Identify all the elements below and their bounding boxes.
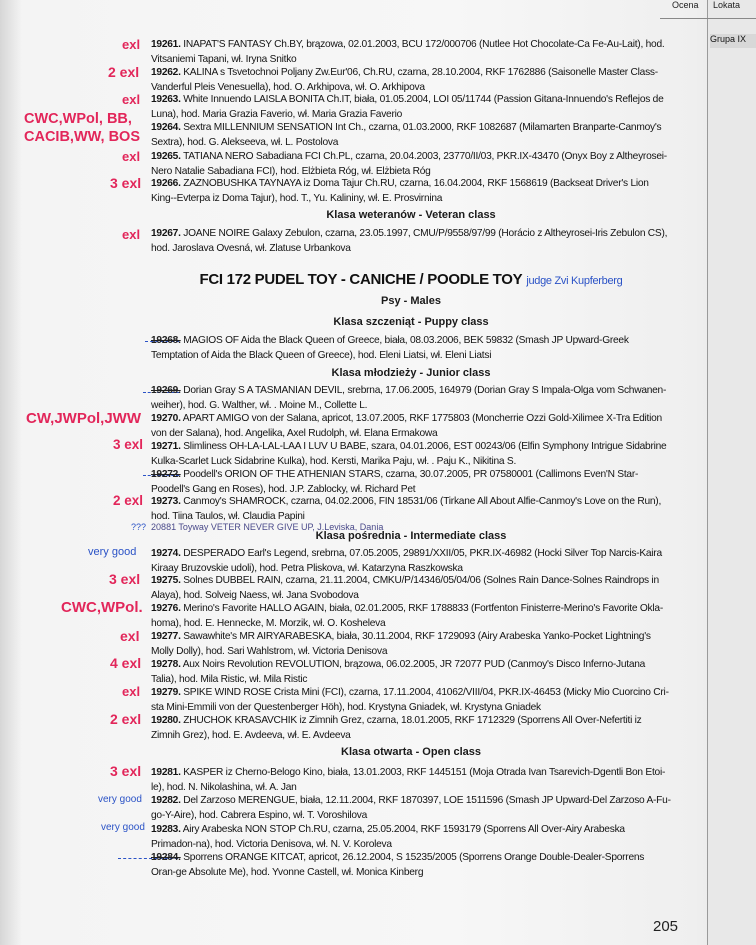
entry-text: Dorian Gray S A TASMANIAN DEVIL, srebrna, 17.06.2005, 164979 (Dorian Gray S Impala-Olga vom Schwanen-weiher), hod. G. Walther, wł. . Moine M., Collette L. (151, 385, 667, 411)
entry-row (151, 149, 671, 179)
class-heading: Klasa weteranów - Veteran class (326, 209, 496, 221)
entry-number: 19268. (151, 335, 181, 346)
entry-row (151, 333, 671, 363)
entry-number: 19265. (151, 151, 181, 162)
entry-row (151, 65, 671, 95)
result-mark: very good (98, 794, 142, 805)
award-mark: CWC,WPol, BB, CACIB,WW, BOS (24, 111, 140, 145)
entry-row (151, 546, 671, 576)
entry-number: 19270. (151, 413, 181, 424)
entry-row (151, 765, 671, 795)
entry-number: 19264. (151, 122, 181, 133)
entry-row (151, 411, 671, 441)
ranking-column (707, 0, 756, 945)
note-mark: ??? (131, 522, 147, 532)
class-heading: Klasa szczeniąt - Puppy class (333, 316, 489, 328)
ocena-header: Ocena (672, 0, 699, 10)
entry-row (151, 383, 671, 413)
result-mark: 2 exl (108, 64, 140, 80)
entry-number: 19262. (151, 67, 181, 78)
note-text: 20881 Toyway VETER NEVER GIVE UP, J.Leviska, Dania (151, 522, 384, 532)
entry-text: Del Zarzoso MERENGUE, biała, 12.11.2004, RKF 1870397, LOE 1511596 (Smash JP Upward-Del Zarzoso A-Fu-go-Y-Aire), hod. Cabrera Espino, wł. T. Voroshilova (151, 795, 671, 821)
entry-row (151, 467, 671, 497)
result-mark: 4 exl (110, 655, 142, 671)
entry-row (151, 685, 671, 715)
entry-number: 19267. (151, 228, 181, 239)
entry-text: JOANE NOIRE Galaxy Zebulon, czarna, 23.05.1997, CMU/P/9558/97/99 (Horácio z Altheyrosei-Iris Zebulon CS), hod. Jaroslava Ovesná, wł. Zlatuse Urbankova (151, 228, 668, 254)
entry-row (151, 226, 671, 256)
entry-text: ZHUCHOK KRASAVCHIK iz Zimnih Grez, czarna, 18.01.2005, RKF 1712329 (Sporrens All Over-Nefertiti iz Zimnih Grez), hod. E. Avdeeva, wł. E. Avdeeva (151, 715, 642, 741)
entry-row (151, 713, 671, 743)
entry-row (151, 850, 671, 880)
entry-number: 19269. (151, 385, 181, 396)
entry-row (151, 601, 671, 631)
entry-text: SPIKE WIND ROSE Crista Mini (FCI), czarna, 17.11.2004, 41062/VIII/04, PKR.IX-46453 (Micky Mio Cuorcino Cri-sta Mini-Emmili von der Questenberger Höh), hod. Krystyna Gniadek, wł. Krystyna Gniadek (151, 687, 669, 713)
entry-number: 19271. (151, 441, 181, 452)
class-heading: Klasa pośrednia - Intermediate class (315, 530, 507, 542)
entry-number: 19281. (151, 767, 181, 778)
entry-number: 19282. (151, 795, 181, 806)
entry-row (151, 120, 671, 150)
entry-text: Aux Noirs Revolution REVOLUTION, brązowa, 06.02.2005, JR 72077 PUD (Canmoy's Disco Inferno-Jutana Talia), hod. Mila Ristic, wł. Mila Ristic (151, 659, 646, 685)
result-mark: 3 exl (113, 437, 144, 452)
result-mark: exl (122, 149, 141, 164)
entry-row (151, 494, 671, 524)
entry-number: 19275. (151, 575, 181, 586)
entry-row (151, 176, 671, 206)
award-mark: CW,JWPol,JWW (26, 410, 141, 427)
entry-text: Sextra MILLENNIUM SENSATION Int Ch., czarna, 01.03.2000, RKF 1082687 (Milamarten Branparte-Canmoy's Sextra), hod. G. Alekseeva, wł. L. Postolova (151, 122, 662, 148)
entry-row (151, 92, 671, 122)
entry-text: APART AMIGO von der Salana, apricot, 13.07.2005, RKF 1775803 (Moncherrie Ozzi Gold-Xilimee X-Tra Edition von der Salana), hod. Angelika, Axel Rudolph, wł. Elana Ermakowa (151, 413, 662, 439)
entry-number: 19283. (151, 824, 181, 835)
entry-text: Solnes DUBBEL RAIN, czarna, 21.11.2004, CMKU/P/14346/05/04/06 (Solnes Rain Dance-Solnes Raindrops in Alaya), hod. Solveig Naess, wł. Jana Svobodova (151, 575, 659, 601)
entry-text: Sporrens ORANGE KITCAT, apricot, 26.12.2004, S 15235/2005 (Sporrens Orange Double-Dealer-Sporrens Oran-ge Absolute Me), hod. Yvonne Castell, wł. Monica Kinberg (151, 852, 645, 878)
entry-text: TATIANA NERO Sabadiana FCI Ch.PL, czarna, 20.04.2003, 23770/II/03, PKR.IX-43470 (Onyx Boy z Altheyrosei-Nero Natalie Sabadiana FCI), hod. Elżbieta Róg, wł. Elżbieta Róg (151, 151, 667, 177)
entry-number: 19284. (151, 852, 181, 863)
entry-row (151, 793, 671, 823)
entry-text: Poodell's ORION OF THE ATHENIAN STARS, czarna, 30.07.2005, PR 07580001 (Callimons Even'N Star-Poodell's Gang en Roses), hod. J.P. Zablocky, wł. Richard Pet (151, 469, 639, 495)
entry-text: KALINA s Tsvetochnoi Poljany Zw.Eur'06, Ch.RU, czarna, 28.10.2004, RKF 1762886 (Saisonelle Master Class-Vanderful Pleis Venesuella), hod. O. Arkhipova, wł. O. Arkhipova (151, 67, 658, 93)
entry-text: Sawawhite's MR AIRYARABESKA, biała, 30.11.2004, RKF 1729093 (Airy Arabeska Yanko-Pocket Lightning's Molly Dolly), hod. Sari Wahlstrom, wł. Victoria Denisova (151, 631, 651, 657)
entry-text: KASPER iz Cherno-Belogo Kino, biała, 13.01.2003, RKF 1445151 (Moja Otrada Ivan Tsarevich-Dgentli Bon Etoi-le), hod. N. Nikolashina, wł. A. Jan (151, 767, 666, 793)
entry-number: 19277. (151, 631, 181, 642)
entry-text: Canmoy's SHAMROCK, czarna, 04.02.2006, FIN 18531/06 (Tirkane All About Alfie-Canmoy's Love on the Run), hod. Tiina Taulos, wł. Claudia Papini (151, 496, 662, 522)
result-mark: 3 exl (109, 571, 141, 587)
entry-number: 19276. (151, 603, 181, 614)
result-mark: 2 exl (113, 493, 144, 508)
entry-text: MAGIOS OF Aida the Black Queen of Greece, biała, 08.03.2006, BEK 59832 (Smash JP Upward-Greek Temptation of Aida the Black Queen of Greece), hod. Eleni Liatsi, wł. Eleni Liatsi (151, 335, 629, 361)
entry-number: 19263. (151, 94, 181, 105)
class-heading: Klasa młodzieży - Junior class (331, 367, 491, 379)
entry-text: INAPAT'S FANTASY Ch.BY, brązowa, 02.01.2003, BCU 172/000706 (Nutlee Hot Chocolate-Ca Fe-Au-Lait), hod. Vitsaniemi Tapani, wł. Iryna Snitko (151, 39, 665, 65)
result-mark: 3 exl (110, 763, 142, 779)
judge-note: judge Zvi Kupferberg (526, 275, 623, 287)
entry-row (151, 822, 671, 852)
result-mark: exl (122, 227, 141, 242)
lokata-header: Lokata (713, 0, 741, 10)
breed-heading (151, 271, 671, 288)
result-mark: exl (122, 37, 141, 52)
entry-row (151, 573, 671, 603)
entry-number: 19279. (151, 687, 181, 698)
entry-text: Merino's Favorite HALLO AGAIN, biała, 02.01.2005, RKF 1788833 (Fortfenton Finisterre-Merino's Favorite Okla-homa), hod. E. Hennecke, M. Morzik, wł. O. Kosheleva (151, 603, 663, 629)
entry-number: 19261. (151, 39, 181, 50)
entry-number: 19280. (151, 715, 181, 726)
header-divider (660, 18, 756, 19)
entry-number: 19273. (151, 496, 181, 507)
entry-text: DESPERADO Earl's Legend, srebrna, 07.05.2005, 29891/XXII/05, PKR.IX-46982 (Hocki Silver Top Narcis-Kaira Kiraay Bruzovskie udoli), hod. Petra Pliskova, wł. Katarzyna Raszkowska (151, 548, 662, 574)
result-mark: 3 exl (110, 175, 142, 191)
entry-number: 19278. (151, 659, 181, 670)
entry-number: 19272. (151, 469, 181, 480)
page-shadow (0, 0, 22, 945)
result-mark: 2 exl (110, 711, 142, 727)
entry-row (151, 439, 671, 469)
entry-number: 19274. (151, 548, 181, 559)
result-mark: very good (101, 822, 145, 833)
result-mark: exl (122, 684, 141, 699)
entry-text: Slimliness OH-LA-LAL-LAA I LUV U BABE, szara, 04.01.2006, EST 00243/06 (Elfin Symphony Intrigue Sidabrine Kulka-Scarlet Luck Sidabrine Kulka), hod. Kersti, Marika Paju, wł. . Paju K., Nikitina S. (151, 441, 667, 467)
class-heading: Klasa otwarta - Open class (341, 746, 481, 758)
entry-row (151, 37, 671, 67)
entry-text: Airy Arabeska NON STOP Ch.RU, czarna, 25.05.2004, RKF 1593179 (Sporrens All Over-Airy Arabeska Primadon-na), hod. Victoria Denisova, wł. N. V. Koroleva (151, 824, 625, 850)
result-mark: very good (88, 546, 137, 558)
entry-text: White Innuendo LAISLA BONITA Ch.IT, biała, 01.05.2004, LOI 05/11744 (Passion Gitana-Innuendo's Reflejos de Luna), hod. Maria Grazia Faverio, wł. Maria Grazia Faverio (151, 94, 664, 120)
entry-row (151, 629, 671, 659)
entry-number: 19266. (151, 178, 181, 189)
result-mark: exl (120, 628, 140, 644)
sex-heading: Psy - Males (381, 295, 441, 307)
entry-row (151, 657, 671, 687)
result-mark: exl (122, 92, 141, 107)
group-label: Grupa IX (710, 34, 756, 48)
page-number: 205 (653, 918, 679, 935)
entry-text: ZAZNOBUSHKA TAYNAYA iz Doma Tajur Ch.RU, czarna, 16.04.2004, RKF 1568619 (Backseat Driver's Lion King--Evterpa iz Doma Tajur), hod. T., Yu. Kalininy, wł. E. Prosvirnina (151, 178, 649, 204)
breed-title: FCI 172 PUDEL TOY - CANICHE / POODLE TOY (199, 271, 523, 288)
award-mark: CWC,WPol. (61, 599, 143, 616)
